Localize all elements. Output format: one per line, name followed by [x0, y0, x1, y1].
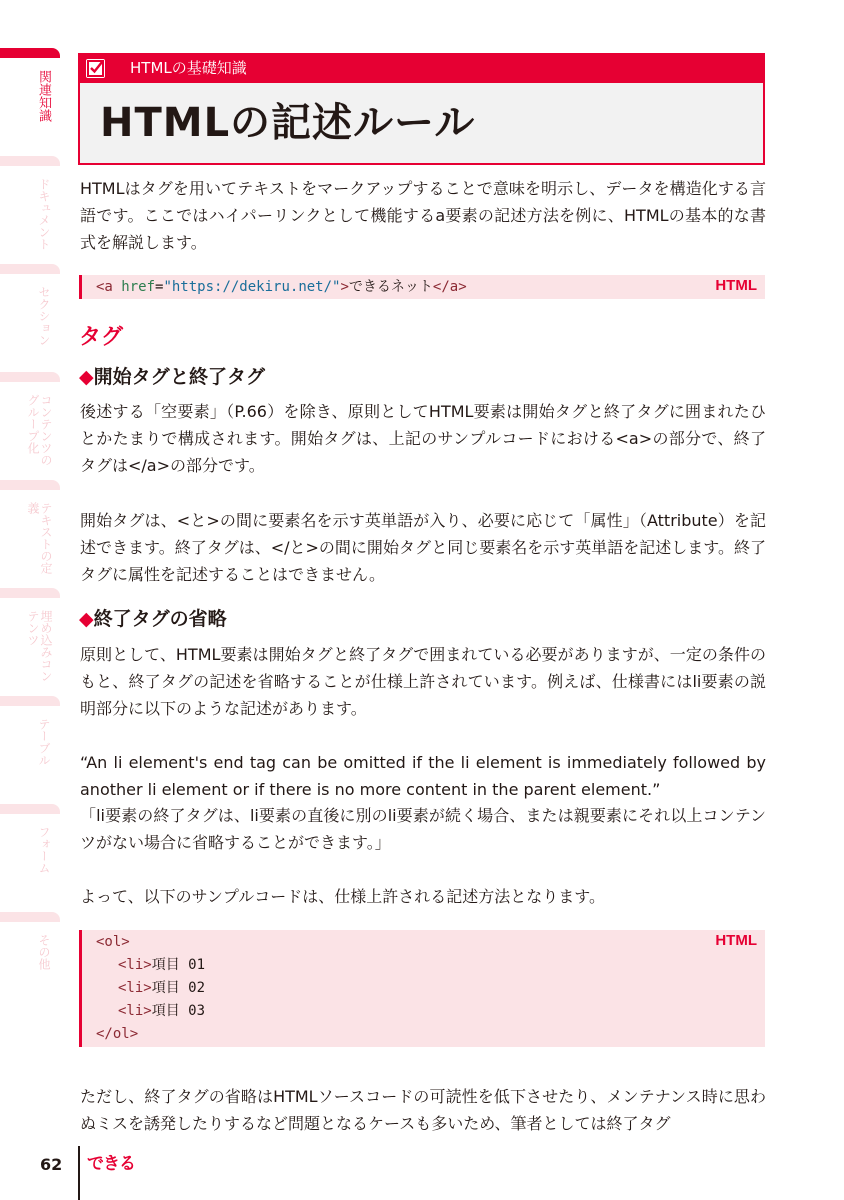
code-line: [96, 1023, 138, 1045]
tab-marker: [0, 912, 60, 922]
tab-marker: [0, 696, 60, 706]
side-tab-embedded[interactable]: [0, 588, 60, 688]
title-box: [78, 83, 765, 165]
side-tab-grouping[interactable]: [0, 372, 60, 472]
diamond-icon: ◆: [79, 366, 94, 388]
code-tag: <ol>: [96, 934, 130, 950]
side-tab-label: その他: [37, 934, 51, 970]
page-number: 62: [40, 1155, 63, 1174]
code-value: "https://dekiru.net/": [163, 279, 341, 295]
code-attr: href: [121, 279, 156, 295]
code-line: [118, 977, 205, 999]
tab-marker: [0, 264, 60, 274]
code-tag: <a: [96, 279, 113, 295]
side-tab-label: 関連知識: [36, 70, 51, 122]
code-line: [118, 1000, 205, 1022]
side-tab-related-knowledge[interactable]: [0, 48, 60, 148]
side-tab-section[interactable]: [0, 264, 60, 364]
side-tab-label: フォーム: [37, 826, 51, 874]
code-line: [96, 276, 467, 298]
quote-english: “An li element's end tag can be omitted if the li element is immediately followed by another li element or if there is no more content in the parent element.”: [80, 753, 766, 799]
diamond-icon: ◆: [79, 608, 94, 630]
code-block-list: [79, 930, 765, 1047]
paragraph: ただし、終了タグの省略はHTMLソースコードの可読性を低下させたり、メンテナンス時に思わぬミスを誘発したりするなど問題となるケースも多いため、筆者としては終了タグ: [80, 1087, 766, 1133]
code-language-label: HTML: [715, 277, 757, 294]
quote-japanese: 「li要素の終了タグは、li要素の直後に別のli要素が続く場合、または親要素にそれ以上コンテンツがない場合に省略することができます。」: [80, 806, 766, 852]
tab-marker: [0, 804, 60, 814]
tab-marker: [0, 588, 60, 598]
code-text: 項目 02: [151, 980, 206, 996]
code-text: 項目 03: [151, 1003, 206, 1019]
code-tag: </a>: [432, 279, 467, 295]
subsection-heading-text: 終了タグの省略: [93, 608, 227, 630]
intro-paragraph: HTMLはタグを用いてテキストをマークアップすることで意味を明示し、データを構造化する言語です。ここではハイパーリンクとして機能するa要素の記述方法を例に、HTMLの基本的な書式を解説します。: [80, 179, 766, 252]
side-tab-label: テキストの定義: [26, 502, 53, 574]
side-tab-text-semantics[interactable]: [0, 480, 60, 580]
code-language-label: HTML: [715, 932, 757, 949]
code-eq: =: [155, 279, 164, 295]
code-tag: <li>: [118, 1003, 152, 1019]
side-tab-label: ドキュメント: [37, 178, 51, 250]
subsection-heading: [79, 605, 227, 633]
tab-marker: [0, 48, 60, 58]
checkbox-icon: [86, 59, 105, 78]
code-tag: <li>: [118, 980, 152, 996]
side-tab-form[interactable]: [0, 804, 60, 904]
tab-marker: [0, 372, 60, 382]
paragraph: よって、以下のサンプルコードは、仕様上許される記述方法となります。: [80, 887, 605, 906]
code-line: [118, 954, 205, 976]
code-tag: </ol>: [96, 1026, 139, 1042]
section-label: HTMLの基礎知識: [130, 59, 247, 77]
side-tab-label: テーブル: [37, 718, 51, 766]
code-block-anchor: [79, 275, 765, 299]
footer-divider: [78, 1146, 80, 1200]
side-tab-other[interactable]: [0, 912, 60, 1012]
code-text: できるネット: [348, 279, 433, 295]
paragraph: 原則として、HTML要素は開始タグと終了タグで囲まれている必要がありますが、一定の条件のもと、終了タグの記述を省略することが仕様上許されています。例えば、仕様書にはli要素の説明部分に以下のような記述があります。: [80, 645, 766, 718]
tab-marker: [0, 156, 60, 166]
side-tab-label: 埋め込みコンテンツ: [26, 610, 53, 682]
subsection-heading-text: 開始タグと終了タグ: [93, 366, 266, 388]
side-tab-label: コンテンツのグループ化: [26, 394, 53, 466]
page-title: HTMLの記述ルール: [100, 100, 476, 146]
paragraph: 後述する「空要素」（P.66）を除き、原則としてHTML要素は開始タグと終了タグに囲まれたひとかたまりで構成されます。開始タグは、上記のサンプルコードにおける<a>の部分で、終了タグは</a>の部分です。: [80, 402, 766, 475]
tab-marker: [0, 480, 60, 490]
side-tab-document[interactable]: [0, 156, 60, 256]
code-tag: <li>: [118, 957, 152, 973]
section-heading: タグ: [79, 325, 124, 350]
code-tag: >: [340, 279, 349, 295]
code-line: [96, 931, 130, 953]
side-tab-label: セクション: [37, 286, 51, 346]
code-text: 項目 01: [151, 957, 206, 973]
subsection-heading: [79, 363, 265, 391]
side-tab-table[interactable]: [0, 696, 60, 796]
section-bar: [78, 53, 765, 83]
brand-logo: できる: [87, 1154, 135, 1174]
paragraph: 開始タグは、<と>の間に要素名を示す英単語が入り、必要に応じて「属性」（Attribute）を記述できます。終了タグは、</と>の間に開始タグと同じ要素名を示す英単語を記述します。終了タグに属性を記述することはできません。: [80, 511, 766, 584]
